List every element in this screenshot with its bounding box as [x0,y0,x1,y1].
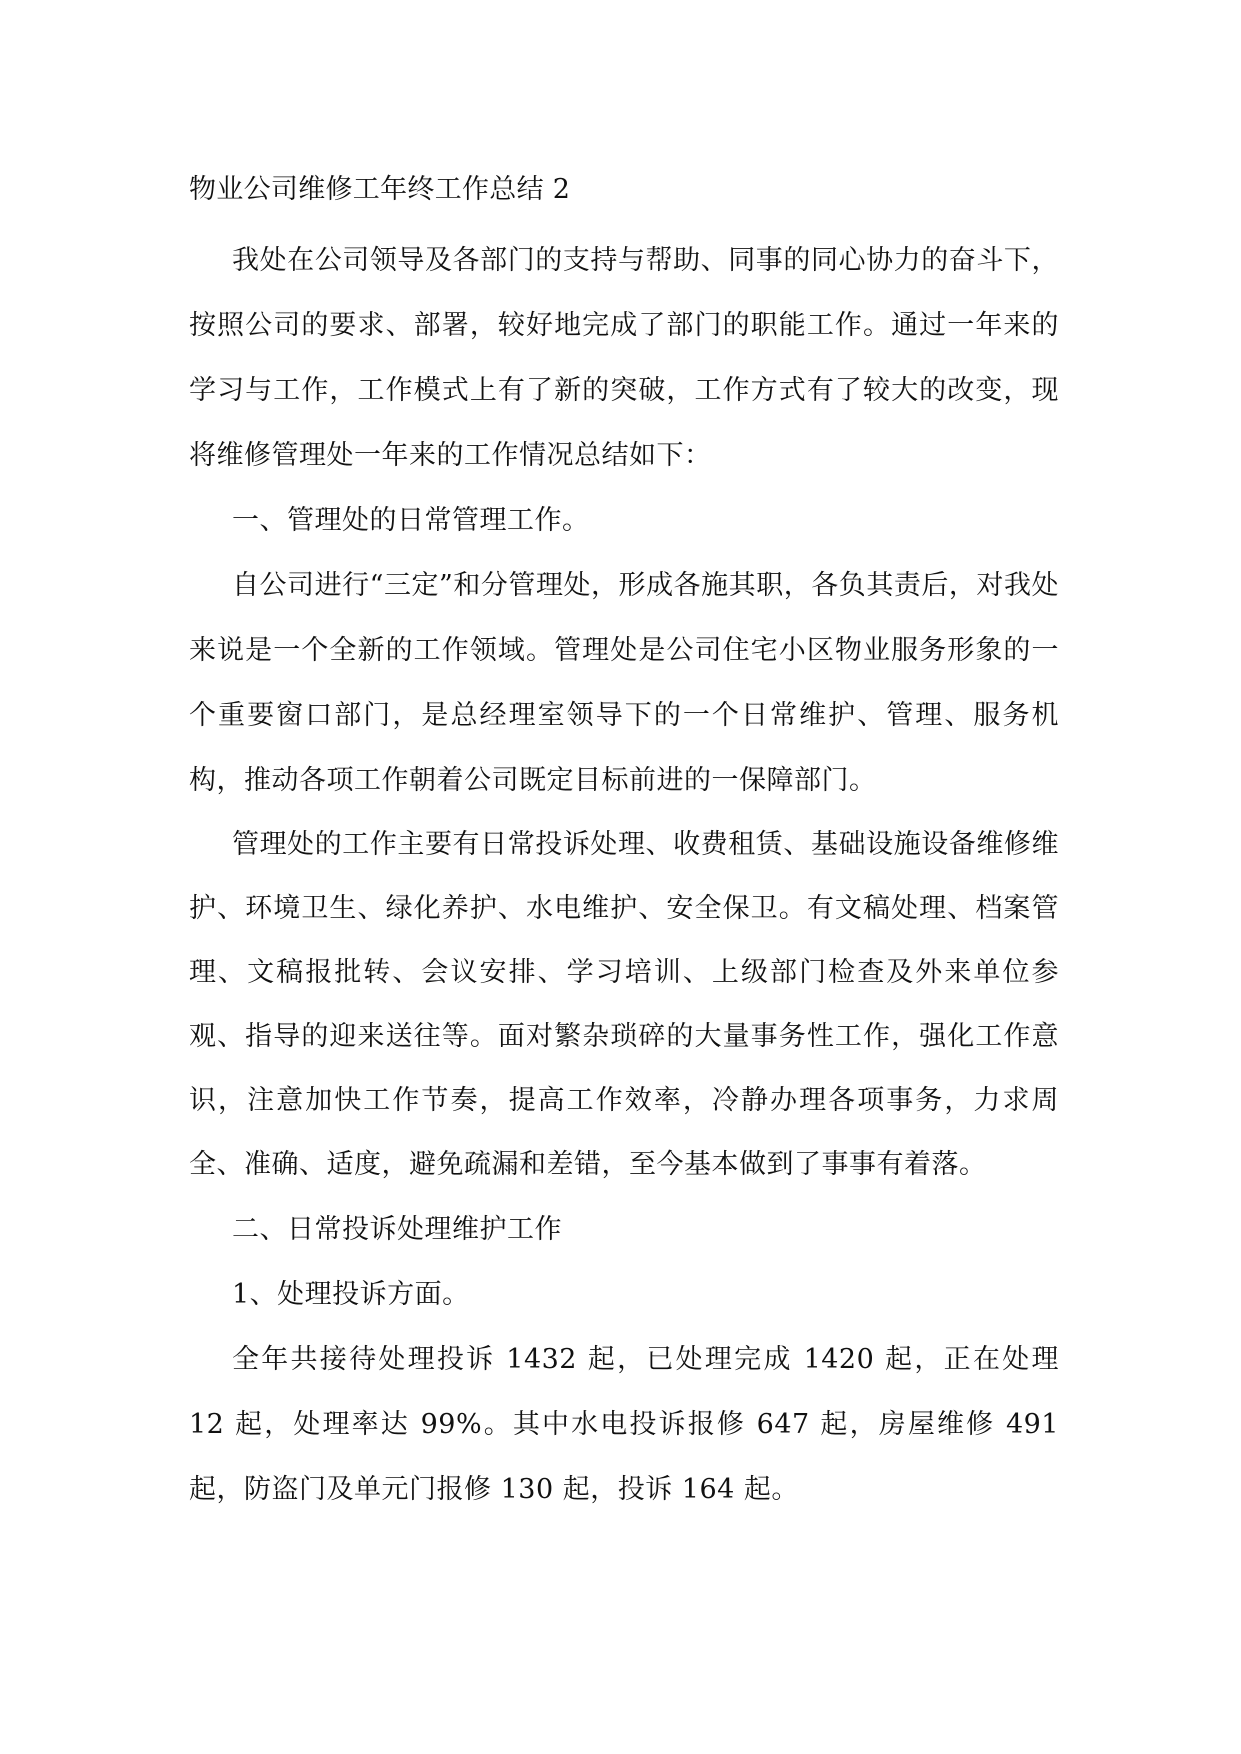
paragraph-main-duties: 管理处的工作主要有日常投诉处理、收费租赁、基础设施设备维修维护、环境卫生、绿化养护、水电维护、安全保卫。有文稿处理、档案管理、文稿报批转、会议安排、学习培训、上级部门检查及外来单位参观、指导的迎来送往等。面对繁杂琐碎的大量事务性工作，强化工作意识，注意加快工作节奏，提高工作效率，冷静办理各项事务，力求周全、准确、适度，避免疏漏和差错，至今基本做到了事事有着落。 [189,829,1059,1180]
section-heading-complaint-handling: 二、日常投诉处理维护工作 [232,1214,562,1245]
document-title: 物业公司维修工年终工作总结 2 [189,174,571,205]
paragraph-intro: 我处在公司领导及各部门的支持与帮助、同事的同心协力的奋斗下，按照公司的要求、部署，较好地完成了部门的职能工作。通过一年来的学习与工作，工作模式上有了新的突破，工作方式有了较大的改变，现将维修管理处一年来的工作情况总结如下： [189,245,1059,471]
title-spacer [189,220,1059,228]
subsection-heading-complaints: 1、处理投诉方面。 [232,1279,470,1310]
paragraph-complaint-statistics: 全年共接待处理投诉 1432 起，已处理完成 1420 起，正在处理 12 起，处理率达 99%。其中水电投诉报修 647 起，房屋维修 491 起，防盗门及单元门报修 130 起，投诉 164 起。 [189,1344,1059,1505]
paragraph-three-definitions: 自公司进行“三定”和分管理处，形成各施其职，各负其责后，对我处来说是一个全新的工作领域。管理处是公司住宅小区物业服务形象的一个重要窗口部门，是总经理室领导下的一个日常维护、管理、服务机构，推动各项工作朝着公司既定目标前进的一保障部门。 [189,570,1059,796]
document-body [189,160,1059,1522]
section-heading-daily-management: 一、管理处的日常管理工作。 [232,505,590,536]
